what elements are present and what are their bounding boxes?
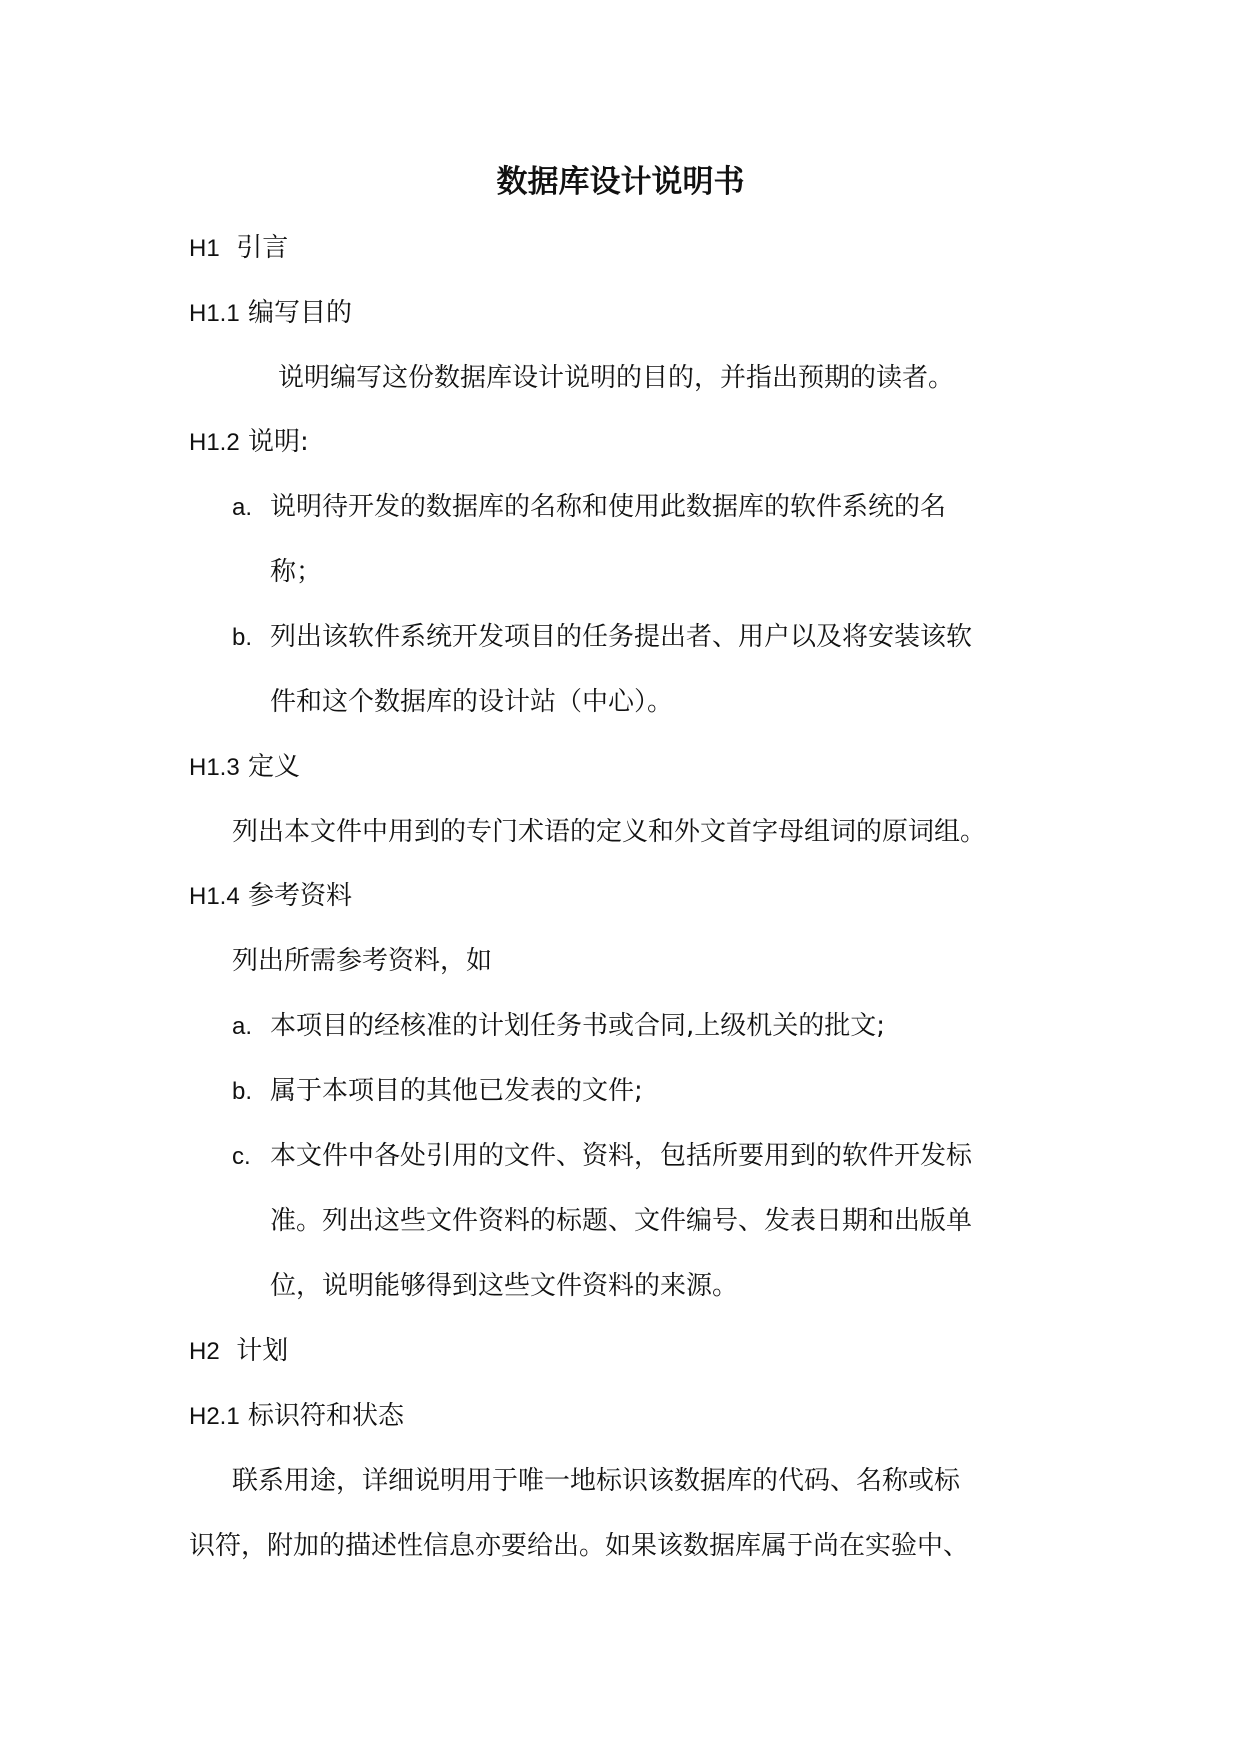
heading-text: 定义 <box>247 752 300 782</box>
paragraph-h2-1-line2: 识符，附加的描述性信息亦要给出。如果该数据库属于尚在实验中、 <box>189 1531 970 1561</box>
heading-text: 引言 <box>236 233 289 263</box>
heading-number: H1.3 <box>189 754 240 781</box>
heading-number: H1 <box>189 235 220 262</box>
list-item-text: 列出该软件系统开发项目的任务提出者、用户以及将安装该软 <box>270 622 973 652</box>
heading-text: 说明: <box>247 427 309 457</box>
paragraph-h1-1: 说明编写这份数据库设计说明的目的，并指出预期的读者。 <box>278 363 955 393</box>
paragraph-h1-4-intro: 列出所需参考资料，如 <box>232 946 493 976</box>
list-item-h1-4-a <box>232 1006 885 1047</box>
list-item-h1-4-b <box>232 1071 643 1112</box>
heading-number: H1.4 <box>189 883 240 910</box>
heading-number: H1.1 <box>189 300 240 327</box>
list-item-text: 本项目的经核准的计划任务书或合同,上级机关的批文; <box>270 1011 886 1041</box>
heading-h1-3 <box>189 747 300 788</box>
list-item-h1-4-c <box>232 1136 972 1177</box>
heading-number: H1.2 <box>189 429 240 456</box>
list-marker: c. <box>232 1143 251 1170</box>
list-item-h1-2-a <box>232 487 946 528</box>
heading-h2 <box>189 1331 288 1372</box>
list-item-h1-2-b-continuation: 件和这个数据库的设计站（中心）。 <box>270 687 674 717</box>
list-item-text: 本文件中各处引用的文件、资料，包括所要用到的软件开发标 <box>270 1141 973 1171</box>
heading-text: 标识符和状态 <box>247 1401 404 1431</box>
document-title: 数据库设计说明书 <box>496 164 745 200</box>
list-marker: a. <box>232 1013 253 1040</box>
heading-h2-1 <box>189 1396 404 1437</box>
list-marker: a. <box>232 494 253 521</box>
heading-h1-4 <box>189 876 352 917</box>
paragraph-h2-1-line1: 联系用途，详细说明用于唯一地标识该数据库的代码、名称或标 <box>232 1466 961 1496</box>
list-marker: b. <box>232 1078 253 1105</box>
list-item-h1-2-b <box>232 617 972 658</box>
heading-h1-1 <box>189 293 352 334</box>
list-marker: b. <box>232 624 253 651</box>
list-item-text: 说明待开发的数据库的名称和使用此数据库的软件系统的名 <box>270 492 947 522</box>
heading-text: 参考资料 <box>247 881 352 911</box>
heading-number: H2.1 <box>189 1403 240 1430</box>
heading-h1 <box>189 228 288 269</box>
list-item-h1-2-a-continuation: 称； <box>270 557 323 587</box>
list-item-h1-4-c-continuation: 准。列出这些文件资料的标题、文件编号、发表日期和出版单 <box>270 1206 973 1236</box>
heading-number: H2 <box>189 1338 220 1365</box>
heading-text: 编写目的 <box>247 298 352 328</box>
heading-text: 计划 <box>236 1336 289 1366</box>
list-item-text: 属于本项目的其他已发表的文件; <box>270 1076 643 1106</box>
paragraph-h1-3: 列出本文件中用到的专门术语的定义和外文首字母组词的原词组。 <box>232 817 987 847</box>
list-item-h1-4-c-continuation: 位，说明能够得到这些文件资料的来源。 <box>270 1271 739 1301</box>
heading-h1-2 <box>189 422 309 463</box>
